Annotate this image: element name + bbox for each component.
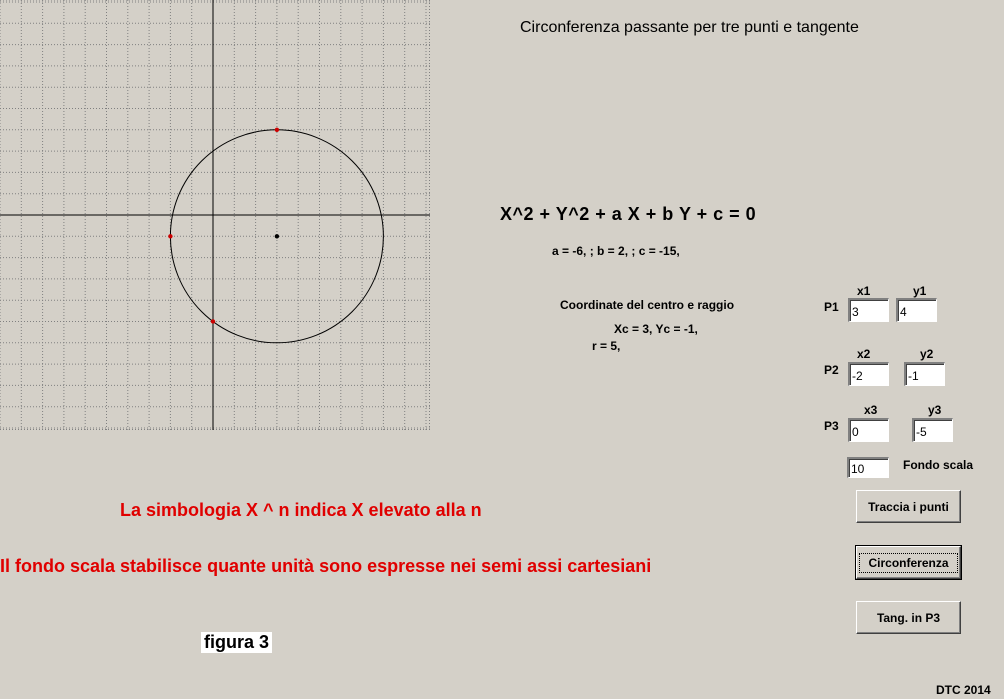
p3-label: P3 xyxy=(824,419,839,433)
scale-label: Fondo scala xyxy=(903,458,974,472)
x2-input[interactable] xyxy=(848,362,889,386)
scale-input[interactable] xyxy=(847,457,889,478)
y3-label: y3 xyxy=(928,403,942,417)
y1-label: y1 xyxy=(913,284,927,298)
page-title: Circonferenza passante per tre punti e tangente xyxy=(520,19,859,36)
center-point xyxy=(275,234,279,238)
circle-equation: X^2 + Y^2 + a X + b Y + c = 0 xyxy=(500,204,757,224)
center-heading: Coordinate del centro e raggio xyxy=(560,298,735,312)
figure-label: figura 3 xyxy=(201,632,272,653)
footer-text: DTC 2014 xyxy=(936,683,991,697)
y2-label: y2 xyxy=(920,347,934,361)
x2-label: x2 xyxy=(857,347,871,361)
radius-value: r = 5, xyxy=(592,339,621,353)
scale-note: Il fondo scala stabilisce quante unità sono espresse nei semi assi cartesiani xyxy=(0,556,652,576)
y1-input[interactable] xyxy=(896,298,937,322)
circle-button-label: Circonferenza xyxy=(859,553,957,573)
y3-input[interactable] xyxy=(912,418,953,442)
x1-label: x1 xyxy=(857,284,871,298)
center-values: Xc = 3, Yc = -1, xyxy=(614,322,698,336)
plot-points-button[interactable]: Traccia i punti xyxy=(856,490,961,523)
tangent-button[interactable]: Tang. in P3 xyxy=(856,601,961,634)
p1-label: P1 xyxy=(824,300,839,314)
x3-input[interactable] xyxy=(848,418,889,442)
y2-input[interactable] xyxy=(904,362,945,386)
coefficients-text: a = -6, ; b = 2, ; c = -15, xyxy=(552,244,680,258)
symbol-note: La simbologia X ^ n indica X elevato alla n xyxy=(120,500,482,520)
point-p1 xyxy=(275,128,279,132)
point-p2 xyxy=(168,234,172,238)
circle-button[interactable] xyxy=(856,546,961,579)
cartesian-plot xyxy=(0,0,430,430)
p2-label: P2 xyxy=(824,363,839,377)
x1-input[interactable] xyxy=(848,298,889,322)
point-p3 xyxy=(211,319,215,323)
x3-label: x3 xyxy=(864,403,878,417)
